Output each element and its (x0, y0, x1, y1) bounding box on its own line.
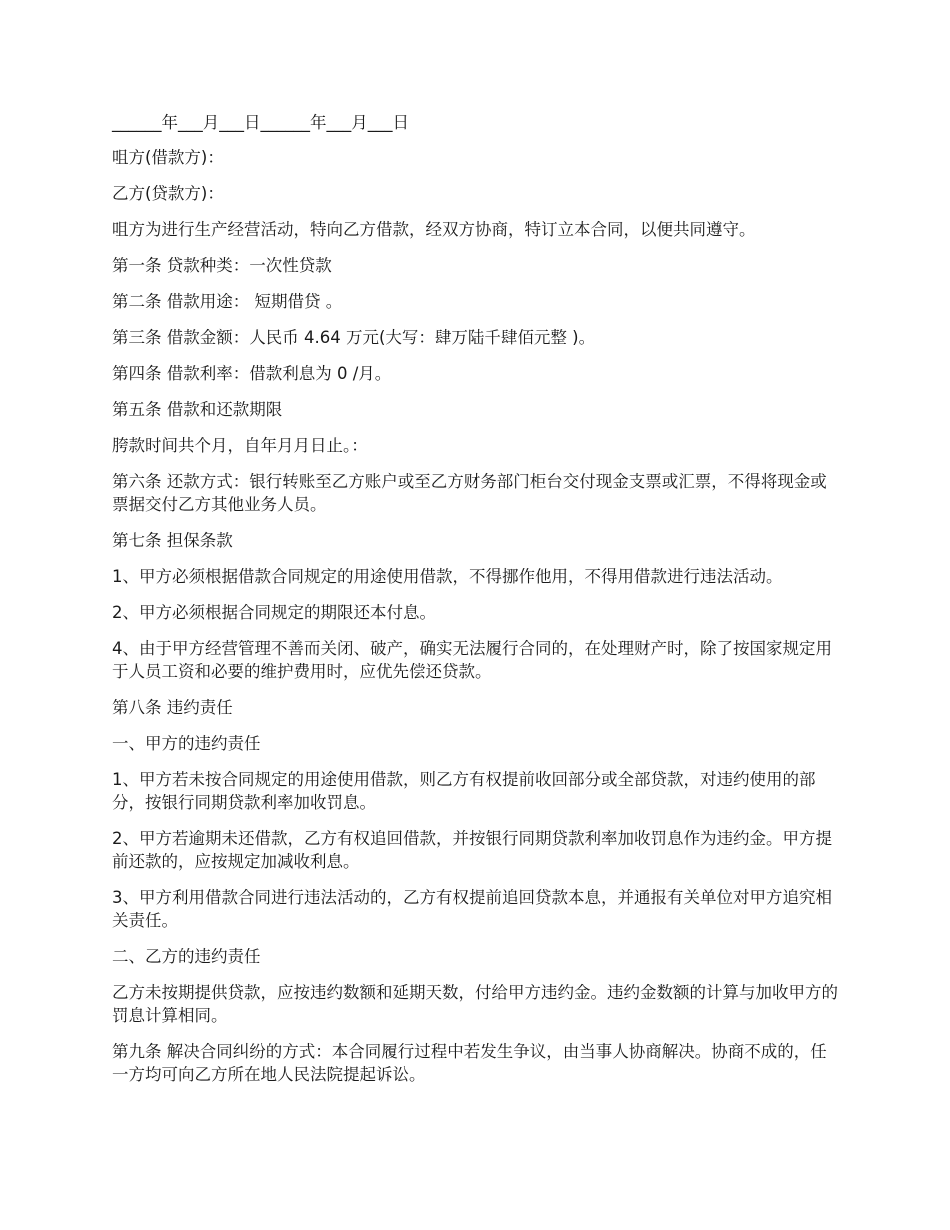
article-8-item: 1、甲方若未按合同规定的用途使用借款，则乙方有权提前收回部分或全部贷款，对违约使用的部分，按银行同期贷款利率加收罚息。 (112, 770, 816, 812)
preamble: 咀方为进行生产经营活动，特向乙方借款，经双方协商，特订立本合同，以便共同遵守。 (112, 220, 756, 239)
party-borrower: 咀方(借款方)： (112, 148, 224, 167)
article-8-item: 2、甲方若逾期未还借款，乙方有权追回借款，并按银行同期贷款利率加收罚息作为违约金。甲方提前还款的，应按规定加减收利息。 (112, 829, 832, 871)
section-heading: 二、乙方的违约责任 (112, 947, 261, 966)
article-6: 第六条 还款方式：银行转账至乙方账户或至乙方财务部门柜台交付现金支票或汇票，不得将现金或票据交付乙方其他业务人员。 (112, 472, 827, 514)
party-lender: 乙方(贷款方)： (112, 184, 224, 203)
article-2: 第二条 借款用途： 短期借贷 。 (112, 292, 343, 311)
date-line: ______年___月___日______年___月___日 (112, 113, 409, 132)
article-7-item: 2、甲方必须根据合同规定的期限还本付息。 (112, 603, 436, 622)
article-8-item: 3、甲方利用借款合同进行违法活动的，乙方有权提前追回贷款本息，并通报有关单位对甲方追究相关责任。 (112, 888, 832, 930)
article-4: 第四条 借款利率：借款利息为 0 /月。 (112, 364, 392, 383)
article-7-item: 4、由于甲方经营管理不善而关闭、破产，确实无法履行合同的，在处理财产时，除了按国家规定用于人员工资和必要的维护费用时，应优先偿还贷款。 (112, 639, 832, 681)
section-heading: 一、甲方的违约责任 (112, 734, 261, 753)
article-5-heading: 第五条 借款和还款期限 (112, 400, 283, 419)
article-1: 第一条 贷款种类：一次性贷款 (112, 256, 332, 275)
article-5-body: 胯款时间共个月，自年月月日止。： (112, 436, 368, 455)
article-7-heading: 第七条 担保条款 (112, 531, 233, 550)
article-8-item: 乙方未按期提供贷款，应按违约数额和延期天数，付给甲方违约金。违约金数额的计算与加收甲方的罚息计算相同。 (112, 983, 838, 1025)
article-3: 第三条 借款金额：人民币 4.64 万元(大写：肆万陆千肆佰元整 )。 (112, 328, 596, 347)
article-8-heading: 第八条 违约责任 (112, 698, 233, 717)
article-7-item: 1、甲方必须根据借款合同规定的用途使用借款，不得挪作他用，不得用借款进行违法活动。 (112, 567, 783, 586)
article-9: 第九条 解决合同纠纷的方式：本合同履行过程中若发生争议，由当事人协商解决。协商不成的，任一方均可向乙方所在地人民法院提起诉讼。 (112, 1042, 827, 1084)
